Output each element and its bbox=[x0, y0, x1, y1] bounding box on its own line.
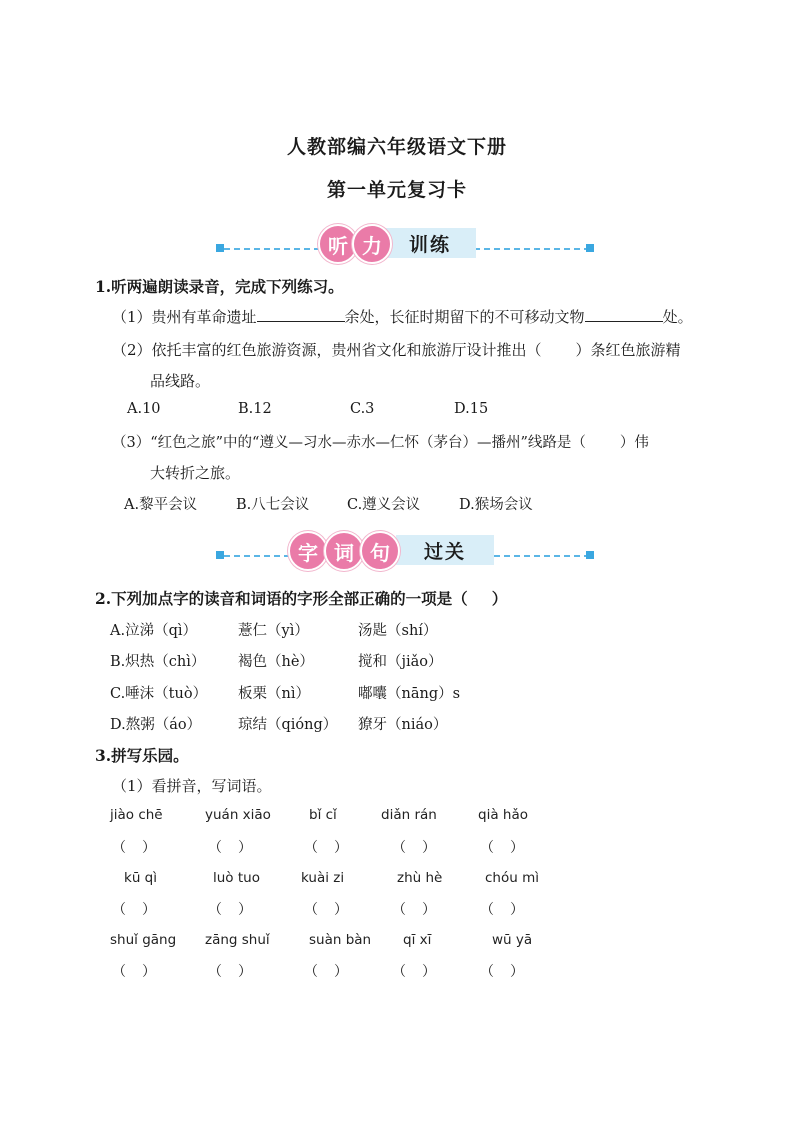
banner-left-square bbox=[216, 551, 224, 559]
banner-left-square bbox=[216, 244, 224, 252]
section-banner-listening bbox=[0, 224, 794, 264]
fill-blank[interactable] bbox=[585, 307, 663, 322]
q1-sub2-option[interactable]: A.10 bbox=[127, 401, 161, 417]
q2-option-c-word-1[interactable]: C.唾沫（tuò） bbox=[110, 686, 208, 702]
q1-sub1 bbox=[112, 306, 693, 327]
q1-sub2-option[interactable]: D.15 bbox=[454, 401, 489, 417]
answer-box[interactable]: （ ） bbox=[480, 840, 524, 856]
answer-box[interactable]: （ ） bbox=[480, 902, 524, 918]
question-2-heading bbox=[95, 587, 507, 609]
fill-blank[interactable] bbox=[257, 307, 345, 322]
pinyin-word: kuài zi bbox=[301, 870, 345, 886]
q1-sub2 bbox=[112, 339, 681, 360]
q1-sub1-text-c: 处。 bbox=[662, 308, 693, 326]
pinyin-word: shuǐ gāng bbox=[110, 932, 177, 948]
q2-option-a-word-1[interactable]: A.泣涕（qì） bbox=[110, 623, 197, 639]
q1-sub3-continued: 大转折之旅。 bbox=[150, 464, 241, 482]
banner-circle-char: 词 bbox=[324, 531, 364, 571]
answer-box[interactable]: （ ） bbox=[112, 964, 156, 980]
pinyin-word: suàn bàn bbox=[309, 932, 372, 948]
q1-sub3-text-a: （3）“红色之旅”中的“遵义—习水—赤水—仁怀（茅台）—播州”线路是（ bbox=[112, 435, 586, 451]
answer-box[interactable]: （ ） bbox=[480, 964, 524, 980]
answer-box[interactable]: （ ） bbox=[392, 840, 436, 856]
q1-sub1-text-a: （1）贵州有革命遗址 bbox=[112, 308, 257, 326]
question-3-heading: 3.拼写乐园。 bbox=[95, 746, 189, 765]
page-title: 人教部编六年级语文下册 bbox=[286, 136, 507, 158]
q2-option-b-word-2: 褐色（hè） bbox=[238, 654, 314, 670]
q2-option-c-word-2: 板栗（nì） bbox=[238, 686, 310, 702]
q2-heading-text: 2.下列加点字的读音和词语的字形全部正确的一项是（ bbox=[95, 589, 468, 608]
answer-box[interactable]: （ ） bbox=[304, 964, 348, 980]
banner-tag: 训练 bbox=[384, 228, 476, 258]
q1-sub2-text-a: （2）依托丰富的红色旅游资源，贵州省文化和旅游厅设计推出（ bbox=[112, 341, 542, 359]
q2-option-d-word-2: 琼结（qióng） bbox=[238, 717, 338, 733]
banner-circle-char: 听 bbox=[318, 224, 358, 264]
pinyin-word: bǐ cǐ bbox=[309, 807, 337, 823]
q1-sub3 bbox=[112, 431, 649, 452]
q1-sub3-option[interactable]: D.猴场会议 bbox=[459, 497, 533, 513]
answer-box[interactable]: （ ） bbox=[304, 840, 348, 856]
pinyin-word: kū qì bbox=[124, 870, 157, 886]
section-banner-words bbox=[0, 531, 794, 571]
banner-right-square bbox=[586, 244, 594, 252]
banner-circle-char: 力 bbox=[352, 224, 392, 264]
pinyin-word: diǎn rán bbox=[381, 807, 437, 823]
q2-option-c-word-3: 嘟囔（nāng）s bbox=[358, 686, 461, 702]
pinyin-word: yuán xiāo bbox=[205, 807, 271, 823]
q2-option-a-word-2: 薏仁（yì） bbox=[238, 623, 309, 639]
answer-box[interactable]: （ ） bbox=[392, 902, 436, 918]
banner-circle-char: 字 bbox=[288, 531, 328, 571]
pinyin-word: qià hǎo bbox=[478, 807, 528, 823]
q1-sub3-text-b: ）伟 bbox=[619, 435, 649, 451]
answer-box[interactable]: （ ） bbox=[112, 902, 156, 918]
pinyin-word: chóu mì bbox=[485, 870, 539, 886]
pinyin-word: wū yā bbox=[492, 932, 533, 948]
answer-box[interactable]: （ ） bbox=[208, 964, 252, 980]
q1-sub2-continued: 品线路。 bbox=[150, 372, 211, 390]
q1-sub1-text-b: 余处，长征时期留下的不可移动文物 bbox=[344, 308, 585, 326]
q2-heading-close: ） bbox=[491, 589, 508, 608]
answer-box[interactable]: （ ） bbox=[208, 840, 252, 856]
answer-box[interactable]: （ ） bbox=[208, 902, 252, 918]
page-subtitle: 第一单元复习卡 bbox=[326, 179, 467, 201]
q2-option-d-word-3: 獠牙（niáo） bbox=[358, 717, 448, 733]
q1-sub3-option[interactable]: B.八七会议 bbox=[236, 497, 310, 513]
banner-circle-char: 句 bbox=[360, 531, 400, 571]
q2-option-b-word-1[interactable]: B.炽热（chì） bbox=[110, 654, 206, 670]
answer-box[interactable]: （ ） bbox=[112, 840, 156, 856]
q2-option-d-word-1[interactable]: D.熬粥（áo） bbox=[110, 717, 202, 733]
q1-sub3-option[interactable]: C.遵义会议 bbox=[347, 497, 421, 513]
banner-tag: 过关 bbox=[396, 535, 494, 565]
banner-right-square bbox=[586, 551, 594, 559]
q1-sub2-option[interactable]: C.3 bbox=[350, 401, 375, 417]
q2-option-b-word-3: 搅和（jiǎo） bbox=[358, 654, 443, 670]
pinyin-word: luò tuo bbox=[213, 870, 260, 886]
q1-sub2-text-b: ）条红色旅游精 bbox=[575, 341, 681, 359]
pinyin-word: zāng shuǐ bbox=[205, 932, 270, 948]
q2-option-a-word-3: 汤匙（shí） bbox=[358, 623, 438, 639]
pinyin-word: jiào chē bbox=[110, 807, 163, 823]
pinyin-word: qī xī bbox=[403, 932, 432, 948]
answer-box[interactable]: （ ） bbox=[304, 902, 348, 918]
question-1-heading: 1.听两遍朗读录音，完成下列练习。 bbox=[95, 277, 344, 296]
q3-instruction: （1）看拼音，写词语。 bbox=[112, 777, 272, 795]
q1-sub3-option[interactable]: A.黎平会议 bbox=[124, 497, 198, 513]
q1-sub2-option[interactable]: B.12 bbox=[238, 401, 272, 417]
answer-box[interactable]: （ ） bbox=[392, 964, 436, 980]
pinyin-word: zhù hè bbox=[397, 870, 443, 886]
